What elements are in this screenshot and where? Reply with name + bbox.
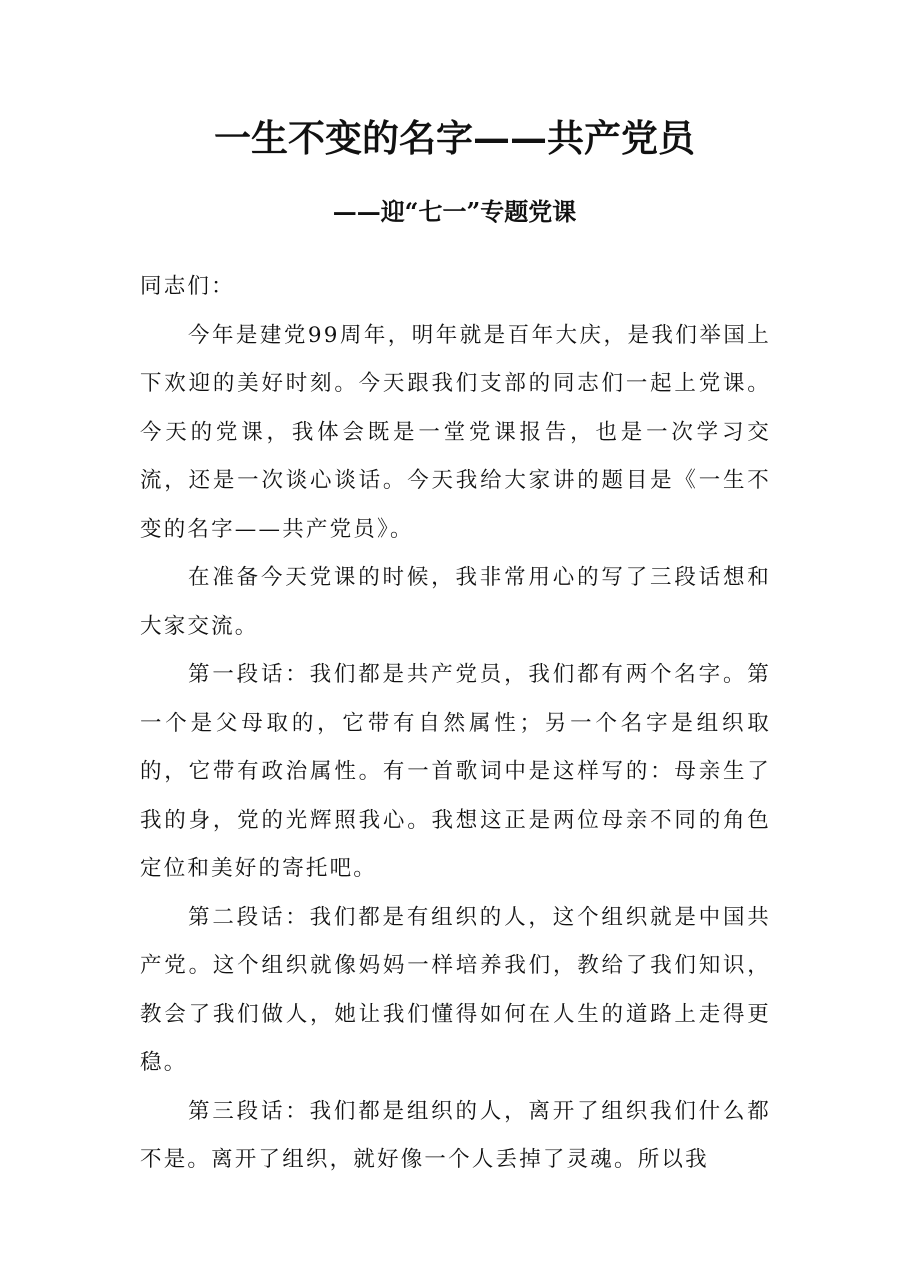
paragraph-second-point: 第二段话：我们都是有组织的人，这个组织就是中国共产党。这个组织就像妈妈一样培养我们，教给了我们知识，教会了我们做人，她让我们懂得如何在人生的道路上走得更稳。 [140,904,771,1075]
paragraph-first-point: 第一段话：我们都是共产党员，我们都有两个名字。第一个是父母取的，它带有自然属性；另一个名字是组织取的，它带有政治属性。有一首歌词中是这样写的：母亲生了我的身，党的光辉照我心。我想这正是两位母亲不同的角色定位和美好的寄托吧。 [140,662,771,881]
document-subtitle: ——迎“七一”专题党课 [332,197,577,226]
salutation: 同志们： [140,274,235,299]
document-title: 一生不变的名字——共产党员 [214,116,695,160]
paragraph-third-point: 第三段话：我们都是组织的人，离开了组织我们什么都不是。离开了组织，就好像一个人丢掉了灵魂。所以我 [140,1098,771,1172]
document-body [140,263,771,1185]
paragraph-preparation: 在准备今天党课的时候，我非常用心的写了三段话想和大家交流。 [140,565,771,639]
paragraph-intro: 今年是建党99周年，明年就是百年大庆，是我们举国上下欢迎的美好时刻。今天跟我们支部的同志们一起上党课。今天的党课，我体会既是一堂党课报告，也是一次学习交流，还是一次谈心谈话。今天我给大家讲的题目是《一生不变的名字——共产党员》。 [140,322,771,542]
